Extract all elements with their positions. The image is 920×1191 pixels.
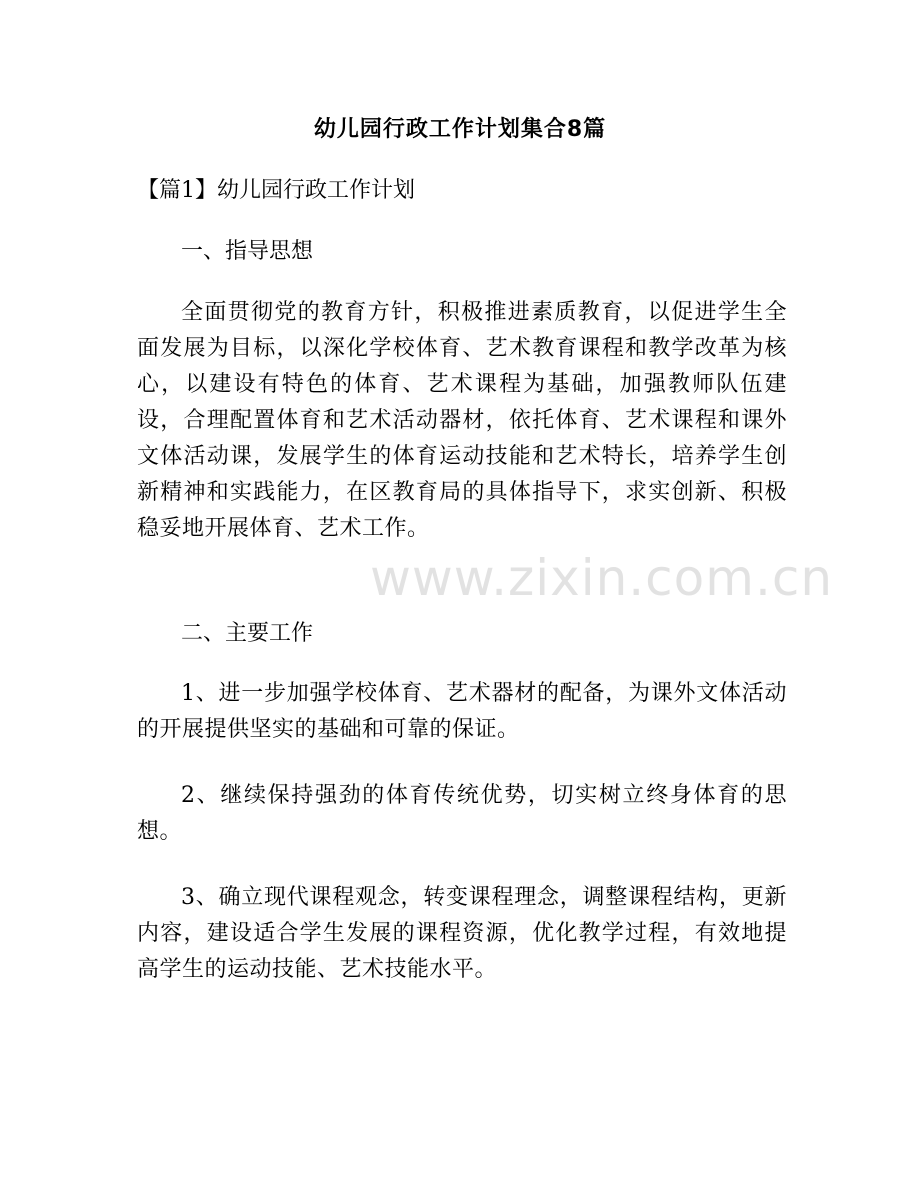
document-title: 幼儿园行政工作计划集合8篇: [313, 117, 607, 142]
work-item-2: 2、继续保持强劲的体育传统优势，切实树立终身体育的思想。: [137, 783, 787, 844]
heading-guiding-thought: 一、指导思想: [181, 239, 314, 264]
work-item-3: 3、确立现代课程观念，转变课程理念，调整课程结构，更新内容，建设适合学生发展的课程资源，优化教学过程，有效地提高学生的运动技能、艺术技能水平。: [137, 885, 787, 982]
heading-main-work: 二、主要工作: [181, 621, 314, 646]
work-item-1: 1、进一步加强学校体育、艺术器材的配备，为课外文体活动的开展提供坚实的基础和可靠的保证。: [137, 681, 787, 742]
watermark: www.zixin.com.cn: [370, 549, 834, 607]
section-heading: 【篇1】幼儿园行政工作计划: [137, 178, 415, 203]
paragraph-guiding-thought: 全面贯彻党的教育方针，积极推进素质教育，以促进学生全面发展为目标，以深化学校体育、艺术教育课程和教学改革为核心，以建设有特色的体育、艺术课程为基础，加强教师队伍建设，合理配置体育和艺术活动器材，依托体育、艺术课程和课外文体活动课，发展学生的体育运动技能和艺术特长，培养学生创新精神和实践能力，在区教育局的具体指导下，求实创新、积极稳妥地开展体育、艺术工作。: [137, 300, 787, 541]
